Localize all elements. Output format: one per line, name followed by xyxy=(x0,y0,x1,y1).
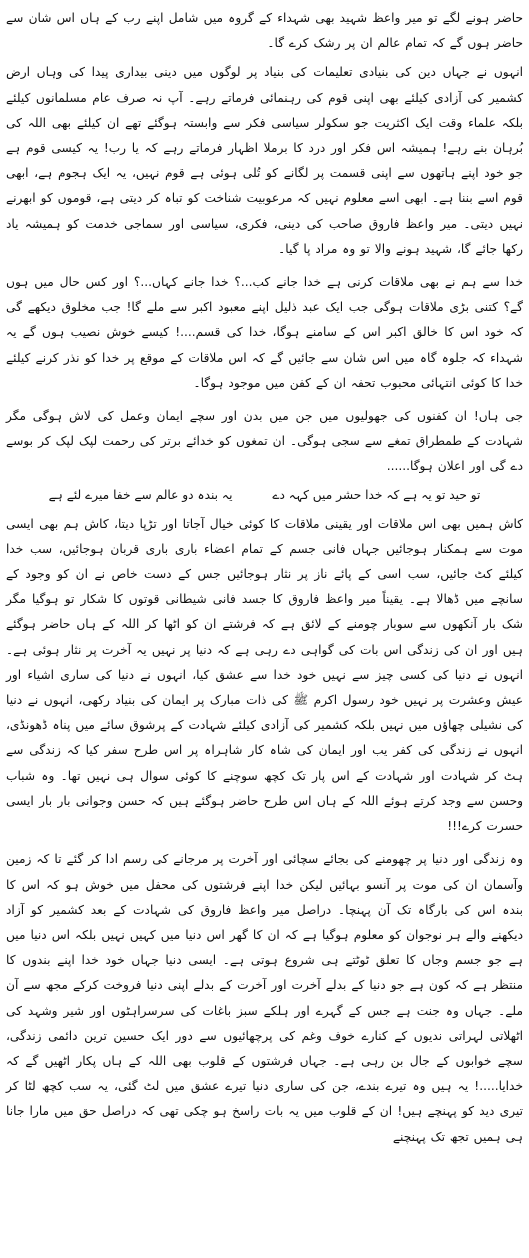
paragraph-3: خدا سے ہم نے بھی ملاقات کرنی ہے خدا جانے کب...؟ خدا جانے کہاں...؟ اور کس حال میں ہوں گے؟ کتنی بڑی ملاقات ہوگی جب ایک عبد ذلیل اپنے معبود اکبر سے ملے گا! جب مخلوق دیکھے گی کہ خود اس کا خالق اکبر اس کے سامنے ہوگا، خدا کی قسم....! کیسے خوش نصیب ہوں گے یہ شہداء کہ جلوہ گاہ میں اس شان سے جائیں گے کہ اس ملاقات کے موقع پر خدا کو نذر کرنے کیلئے خدا کا کوئی انتہائی محبوب تحفہ ان کے کفن میں موجود ہوگا۔ xyxy=(6,275,523,390)
couplet-line-2: یہ بندہ دو عالم سے خفا میرے لئے ہے xyxy=(48,487,233,502)
paragraph-6: وہ زندگی اور دنیا پر چھومنے کی بجائے سچائی اور آخرت پر مرجانے کی رسم ادا کر گئے تا کہ زمین وآسمان ان کی موت پر آنسو بہائیں لیکن خدا اپنے فرشتوں کی محفل میں خوش ہو کہ اس کا بندہ اس کی بارگاہ تک آن پہنچا۔ دراصل میر واعظ فاروق کی شہادت کے بعد کشمیر کو آزاد دیکھنے والے ہر نوجوان کو معلوم ہوگیا ہے کہ ان کا گھر اس دنیا میں کہیں نہیں بلکہ اس دنیا میں ہے جو جسم وجاں کا تعلق ٹوٹتے ہی شروع ہوتی ہے۔ ایسی دنیا جہاں خود خدا اپنے بندوں کا منتظر ہے کہ کون ہے جو دنیا کے بدلے آخرت اور آخرت کے بدلے اپنی دنیا فروخت کرکے مجھ سے آن ملے۔ جہاں وہ جنت ہے جس کے گہرے اور ہلکے سبز باغات کی سرسراہٹوں اور شیر وشہد کی اٹھلاتی لہراتی ندیوں کے کنارے خوف وغم کی پرچھائیوں سے دور ایک حسین ترین دائمی زندگی، سچے خوابوں کے جال بن رہی ہے۔ جہاں فرشتوں کے قلوب بھی اللہ کے ہاں پکار اٹھیں گے کہ خدایا.....! یہ ہیں وہ تیرے بندے، جن کی ساری دنیا تیرے عشق میں لٹ گئی، یہ سب کچھ لٹا کر تیری دید کو پہنچے ہیں! ان کے قلوب میں یہ بات راسخ ہو چکی تھی کہ دراصل حق میں مارا جانا ہی ہمیں تجھ تک پہنچنے xyxy=(6,852,523,1144)
paragraph-2: انہوں نے جہاں دین کی بنیادی تعلیمات کی بنیاد پر لوگوں میں دینی بیداری پیدا کی وہاں ارض کشمیر کی آزادی کیلئے بھی اپنی قوم کی رہنمائی فرماتے رہے۔ آپ نہ صرف عام مسلمانوں کیلئے بلکہ علماء وقت ایک اکثریت جو سکولر سیاسی فکر سے وابستہ ہوگئے تھے ان کیلئے بھی اللہ کی بُرہان بنے رہے! ہمیشہ اس فکر اور درد کا برملا اظہار فرماتے رہے کہ یا رب! یہ کیسی قوم ہے جو خود اپنے ہاتھوں سے اپنی قسمت پر لگانے کو تُلی ہوئی ہے قوم نہیں، یہ ایک ہجوم ہے، ابھی قوم اسے بننا ہے۔ ابھی اسے معلوم نہیں کہ مرعوبیت شناخت کو تباہ کر دیتی ہے، قوموں کو ابھرنے نہیں دیتی۔ میر واعظ فاروق صاحب کی دینی، فکری، سیاسی اور سماجی خدمت کو ہمیشہ یاد رکھا جائے گا، شہید ہونے والا تو وہ مراد پا گیا۔ xyxy=(6,65,523,256)
paragraph-5: کاش ہمیں بھی اس ملاقات اور یقینی ملاقات کا کوئی خیال آجاتا اور تڑپا دیتا، کاش ہم بھی ایسی موت سے ہمکنار ہوجائیں جہاں فانی جسم کے تمام اعضاء باری باری قربان ہوجائیں، سب خدا کیلئے کٹ جائیں، سب اسی کے پائے ناز پر نثار ہوجائیں جس کے دست خاص نے ان کو وجود کے سانچے میں ڈھالا ہے۔ یقیناً میر واعظ فاروق کا جسد فانی شیطانی قوتوں کا شکار تو ہوگیا مگر شک بار آنکھوں سے سوبار چومنے کے لائق ہے کہ فرشتے ان کو اٹھا کر اللہ کے ہاں حاضر ہوگئے ہیں اور ان کی زندگی اس بات کی گواہی دے رہی ہے کہ دنیا پر نہیں یہ آخرت پر نثار ہوئی ہے۔ انہوں نے دنیا کی کسی چیز سے نہیں خود خدا سے عشق کیا، انہوں نے دنیا کی ساری اشیاء اور عیش وعشرت پر نہیں خود رسول اکرم ﷺ کی ذات مبارک پر ایمان کی بنیاد رکھی، انہوں نے دنیا کی نشیلی چھاؤں میں نہیں بلکہ کشمیر کی آزادی کیلئے شہادت کے پرشوق سائے میں پناہ ڈھونڈی، انہوں نے زندگی کی کفر یب اور ایمان کی شاہ کار شاہراہ پر اس طرح سفر کیا کہ زندگی سے ہٹ کر شہادت اور شہادت کے اس پار تک کچھ سوچنے کا کوئی سوال ہی نہیں تھا۔ وہ شباب وحسن سے وجد کرتے ہوئے اللہ کے ہاں اس طرح حاضر ہوگئے ہیں کہ حسن وجوانی بار بار ایسی حسرت کرے!!! xyxy=(6,516,523,834)
poetry-couplet xyxy=(6,484,523,506)
paragraph-1: حاضر ہونے لگے تو میر واعظ شہید بھی شہداء کے گروہ میں شامل اپنے رب کے ہاں اس شان سے حاضر ہوں گے کہ تمام عالم ان پر رشک کرے گا۔ xyxy=(6,11,523,51)
paragraph-4: جی ہاں! ان کفنوں کی جھولیوں میں جن میں بدن اور سچے ایمان وعمل کی لاش ہوگی مگر شہادت کے طمطراق تمغے سے سجی ہوگی۔ ان تمغوں کو خدائے برتر کی رحمت لپک لپک کر بوسے دے گی اور اعلان ہوگا...... xyxy=(6,409,523,474)
couplet-line-1: تو حید تو یہ ہے کہ خدا حشر میں کہہ دے xyxy=(272,487,481,502)
article-page xyxy=(6,6,523,1252)
